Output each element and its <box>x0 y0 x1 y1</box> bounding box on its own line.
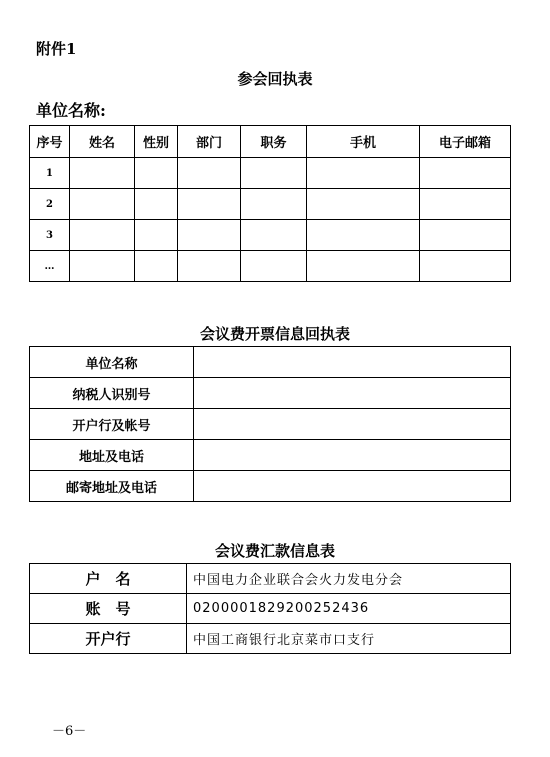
bank-value: 中国工商银行北京菜市口支行 <box>187 624 511 654</box>
header-seq: 序号 <box>30 126 70 158</box>
account-number-label: 账 号 <box>30 594 187 624</box>
position-cell[interactable] <box>241 189 307 220</box>
name-cell[interactable] <box>70 251 135 282</box>
table-row <box>30 564 511 594</box>
table-row <box>30 220 511 251</box>
table-row <box>30 347 511 378</box>
row-seq: 2 <box>30 189 70 220</box>
name-cell[interactable] <box>70 220 135 251</box>
table-row <box>30 594 511 624</box>
remittance-form-title: 会议费汇款信息表 <box>214 542 335 560</box>
header-department: 部门 <box>178 126 241 158</box>
invoice-field-label: 地址及电话 <box>30 440 194 471</box>
gender-cell[interactable] <box>135 220 178 251</box>
department-cell[interactable] <box>178 158 241 189</box>
table-row <box>30 251 511 282</box>
invoice-field-value[interactable] <box>194 409 511 440</box>
mobile-cell[interactable] <box>307 158 420 189</box>
account-name-value: 中国电力企业联合会火力发电分会 <box>187 564 511 594</box>
header-email: 电子邮箱 <box>420 126 511 158</box>
position-cell[interactable] <box>241 220 307 251</box>
header-position: 职务 <box>241 126 307 158</box>
invoice-field-value[interactable] <box>194 440 511 471</box>
gender-cell[interactable] <box>135 251 178 282</box>
table-row <box>30 409 511 440</box>
attachment-label: 附件1 <box>36 40 77 58</box>
position-cell[interactable] <box>241 251 307 282</box>
table-row <box>30 471 511 502</box>
table-row <box>30 189 511 220</box>
header-mobile: 手机 <box>307 126 420 158</box>
unit-name-label: 单位名称: <box>36 101 106 120</box>
table-row <box>30 440 511 471</box>
account-number-value: 0200001829200252436 <box>187 594 511 624</box>
account-name-label: 户 名 <box>30 564 187 594</box>
email-cell[interactable] <box>420 251 511 282</box>
table-row <box>30 624 511 654</box>
gender-cell[interactable] <box>135 158 178 189</box>
invoice-info-table <box>29 346 511 502</box>
table-header-row <box>30 126 511 158</box>
header-gender: 性别 <box>135 126 178 158</box>
invoice-field-value[interactable] <box>194 378 511 409</box>
department-cell[interactable] <box>178 251 241 282</box>
email-cell[interactable] <box>420 220 511 251</box>
invoice-field-label: 纳税人识别号 <box>30 378 194 409</box>
gender-cell[interactable] <box>135 189 178 220</box>
invoice-field-value[interactable] <box>194 471 511 502</box>
registration-table <box>29 125 511 282</box>
invoice-form-title: 会议费开票信息回执表 <box>199 325 350 343</box>
invoice-field-label: 邮寄地址及电话 <box>30 471 194 502</box>
remittance-info-table <box>29 563 511 654</box>
bank-label: 开户行 <box>30 624 187 654</box>
mobile-cell[interactable] <box>307 251 420 282</box>
name-cell[interactable] <box>70 158 135 189</box>
row-seq: 1 <box>30 158 70 189</box>
department-cell[interactable] <box>178 220 241 251</box>
page-number: －6－ <box>52 724 87 739</box>
invoice-field-value[interactable] <box>194 347 511 378</box>
row-seq: … <box>30 251 70 282</box>
header-name: 姓名 <box>70 126 135 158</box>
table-row <box>30 158 511 189</box>
table-row <box>30 378 511 409</box>
position-cell[interactable] <box>241 158 307 189</box>
row-seq: 3 <box>30 220 70 251</box>
name-cell[interactable] <box>70 189 135 220</box>
mobile-cell[interactable] <box>307 189 420 220</box>
mobile-cell[interactable] <box>307 220 420 251</box>
email-cell[interactable] <box>420 158 511 189</box>
invoice-field-label: 单位名称 <box>30 347 194 378</box>
registration-form-title: 参会回执表 <box>237 70 313 88</box>
email-cell[interactable] <box>420 189 511 220</box>
department-cell[interactable] <box>178 189 241 220</box>
invoice-field-label: 开户行及帐号 <box>30 409 194 440</box>
